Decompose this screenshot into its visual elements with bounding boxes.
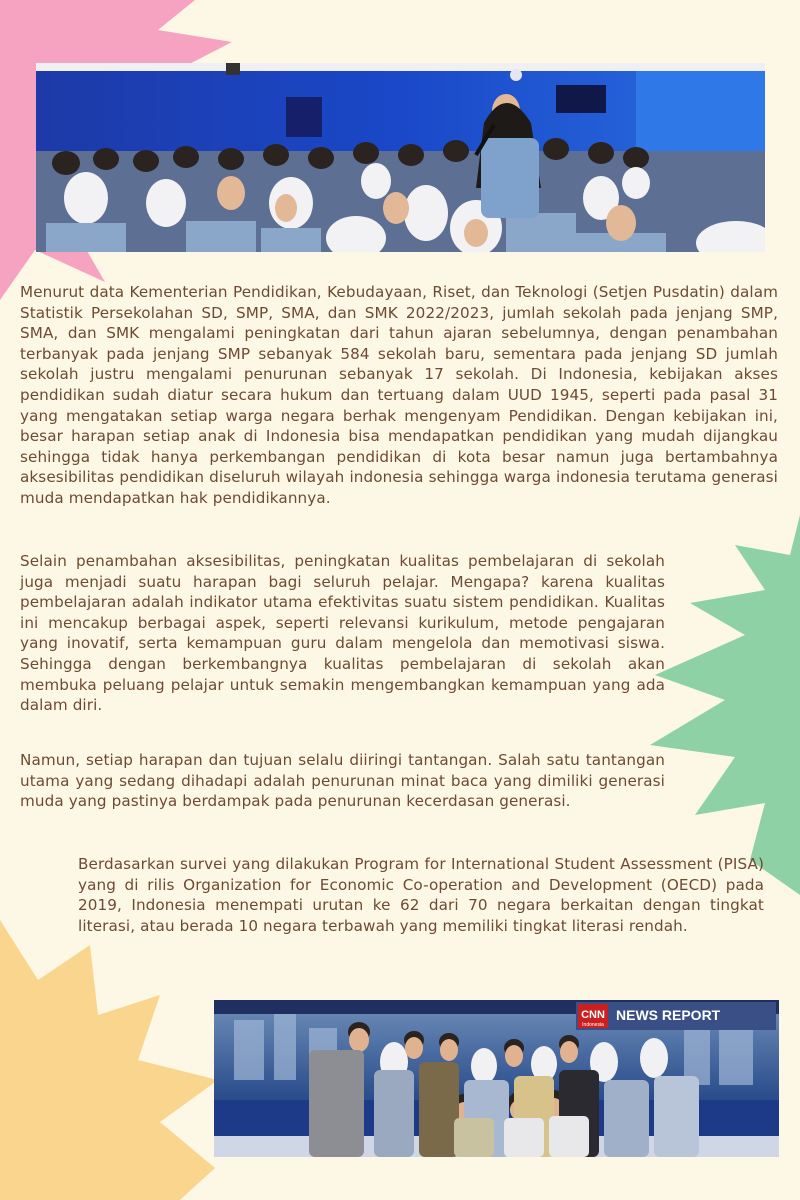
students-news-studio-photo [214, 1000, 779, 1157]
yellow-starburst-decoration [0, 900, 230, 1200]
article-paragraph-4: Berdasarkan survei yang dilakukan Program for International Student Assessment (PISA) yang di rilis Organization for Economic Co-operation and Development (OECD) pada 2019, Indonesia menempati urutan ke 62 dari 70 negara berkaitan dengan tingkat literasi, atau berada 10 negara terbawah yang memiliki tingkat literasi rendah. [78, 855, 764, 935]
article-paragraph-2: Selain penambahan aksesibilitas, peningkatan kualitas pembelajaran di sekolah juga menjadi suatu harapan bagi seluruh pelajar. Mengapa? karena kualitas pembelajaran adalah indikator utama efektivitas suatu sistem pendidikan. Kualitas ini mencakup berbagai aspek, seperti relevansi kurikulum, metode pengajaran yang inovatif, serta kemampuan guru dalam mengelola dan memotivasi siswa. Sehingga dengan berkembangnya kualitas pembelajaran di sekolah akan membuka peluang pelajar untuk semakin mengembangkan kemampuan yang ada dalam diri. [20, 552, 665, 715]
green-starburst-decoration [650, 515, 800, 895]
cnn-logo-sub: Indonesia [582, 1022, 604, 1028]
students-auditorium-photo [36, 63, 765, 252]
article-paragraph-3: Namun, setiap harapan dan tujuan selalu diiringi tantangan. Salah satu tantangan utama yang sedang dihadapi adalah penurunan minat baca yang dimiliki generasi muda yang pastinya berdampak pada penurunan kecerdasan generasi. [20, 751, 665, 811]
cnn-logo: CNN [581, 1009, 605, 1021]
news-report-banner: NEWS REPORT [616, 1007, 721, 1023]
article-paragraph-1: Menurut data Kementerian Pendidikan, Kebudayaan, Riset, dan Teknologi (Setjen Pusdatin) dalam Statistik Persekolahan SD, SMP, SMA, dan SMK 2022/2023, jumlah sekolah pada jenjang SMP, SMA, dan SMK mengalami peningkatan dari tahun ajaran sebelumnya, dengan penambahan terbanyak pada jenjang SMP sebanyak 584 sekolah baru, sementara pada jenjang SD jumlah sekolah justru mengalami penurunan sebanyak 17 sekolah. Di Indonesia, kebijakan akses pendidikan sudah diatur secara hukum dan tertuang dalam UUD 1945, seperti pada pasal 31 yang mengatakan setiap warga negara berhak mengenyam Pendidikan. Dengan kebijakan ini, besar harapan setiap anak di Indonesia bisa mendapatkan pendidikan yang mudah dijangkau sehingga tidak hanya perkembangan pendidikan di kota besar namun juga bertambahnya aksesibilitas pendidikan diseluruh wilayah indonesia sehingga warga indonesia terutama generasi muda mendapatkan hak pendidikannya. [20, 283, 778, 507]
